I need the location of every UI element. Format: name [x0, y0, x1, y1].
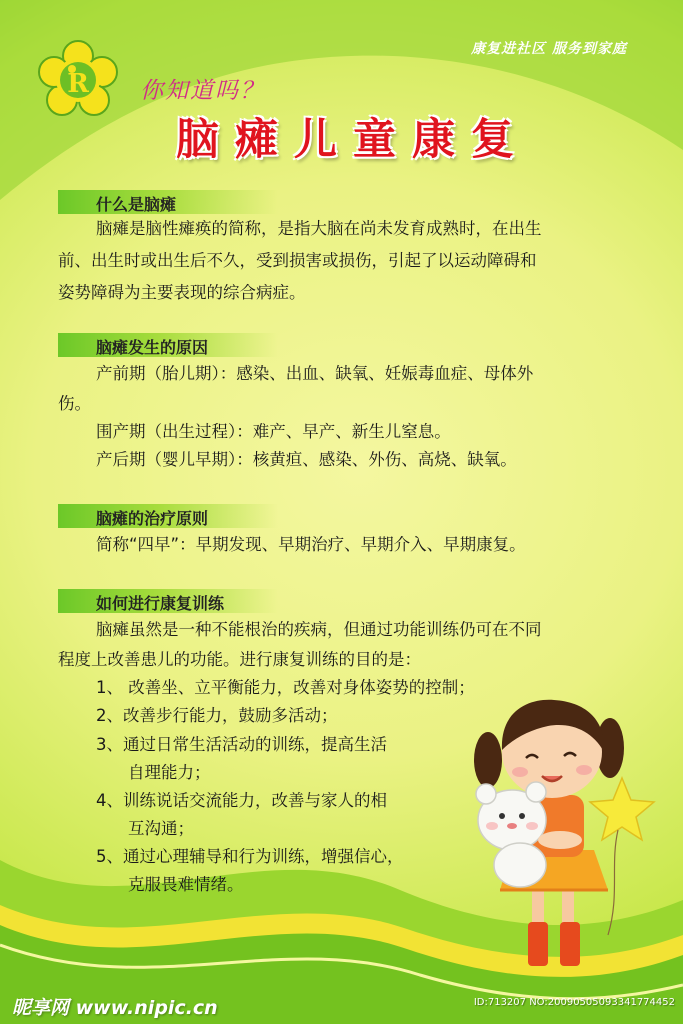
slogan: 康复进社区 服务到家庭	[471, 41, 627, 57]
paragraph-line: 程度上改善患儿的功能。进行康复训练的目的是：	[58, 650, 421, 669]
paragraph-line: 姿势障碍为主要表现的综合病症。	[58, 283, 306, 302]
paragraph-line: 围产期（出生过程）：难产、早产、新生儿窒息。	[96, 422, 451, 441]
list-item-continuation: 自理能力；	[128, 763, 211, 782]
section-heading: 脑瘫发生的原因	[96, 338, 209, 357]
section-heading: 脑瘫的治疗原则	[96, 509, 209, 528]
rehab-logo-icon	[36, 40, 120, 122]
section-heading: 什么是脑瘫	[96, 195, 177, 214]
list-item: 3、通过日常生活活动的训练，提高生活	[96, 735, 387, 754]
paragraph-line: 脑瘫虽然是一种不能根治的疾病，但通过功能训练仍可在不同	[96, 620, 542, 639]
section-heading-band	[58, 504, 278, 528]
watermark-id: ID:713207 NO:20090505093341774452	[473, 997, 675, 1008]
paragraph-line: 前、出生时或出生后不久，受到损害或损伤，引起了以运动障碍和	[58, 251, 537, 270]
list-item: 4、训练说话交流能力，改善与家人的相	[96, 791, 387, 810]
paragraph-line: 简称“四早”：早期发现、早期治疗、早期介入、早期康复。	[96, 535, 526, 554]
paragraph-line: 伤。	[58, 394, 91, 413]
watermark-nipic: 昵享网 www.nipic.cn	[12, 997, 218, 1019]
list-item: 2、改善步行能力，鼓励多活动；	[96, 706, 338, 725]
list-item: 5、通过心理辅导和行为训练，增强信心，	[96, 847, 404, 866]
page-title: 脑瘫儿童康复	[176, 115, 530, 165]
logo-letter: R	[67, 69, 89, 99]
section-heading-band	[58, 333, 278, 357]
did-you-know-label: 你知道吗？	[140, 78, 265, 104]
paragraph-line: 产后期（婴儿早期）：核黄疸、感染、外伤、高烧、缺氧。	[96, 450, 517, 469]
section-heading: 如何进行康复训练	[96, 594, 225, 613]
list-item-continuation: 克服畏难情绪。	[128, 875, 244, 894]
list-item: 1、 改善坐、立平衡能力，改善对身体姿势的控制；	[96, 678, 475, 697]
list-item-continuation: 互沟通；	[128, 819, 194, 838]
section-heading-band	[58, 190, 278, 214]
paragraph-line: 脑瘫是脑性瘫痪的简称，是指大脑在尚未发育成熟时，在出生	[96, 219, 542, 238]
section-heading-band	[58, 589, 278, 613]
paragraph-line: 产前期（胎儿期）：感染、出血、缺氧、妊娠毒血症、母体外	[96, 364, 534, 383]
girl-with-teddy-illustration	[470, 690, 670, 980]
